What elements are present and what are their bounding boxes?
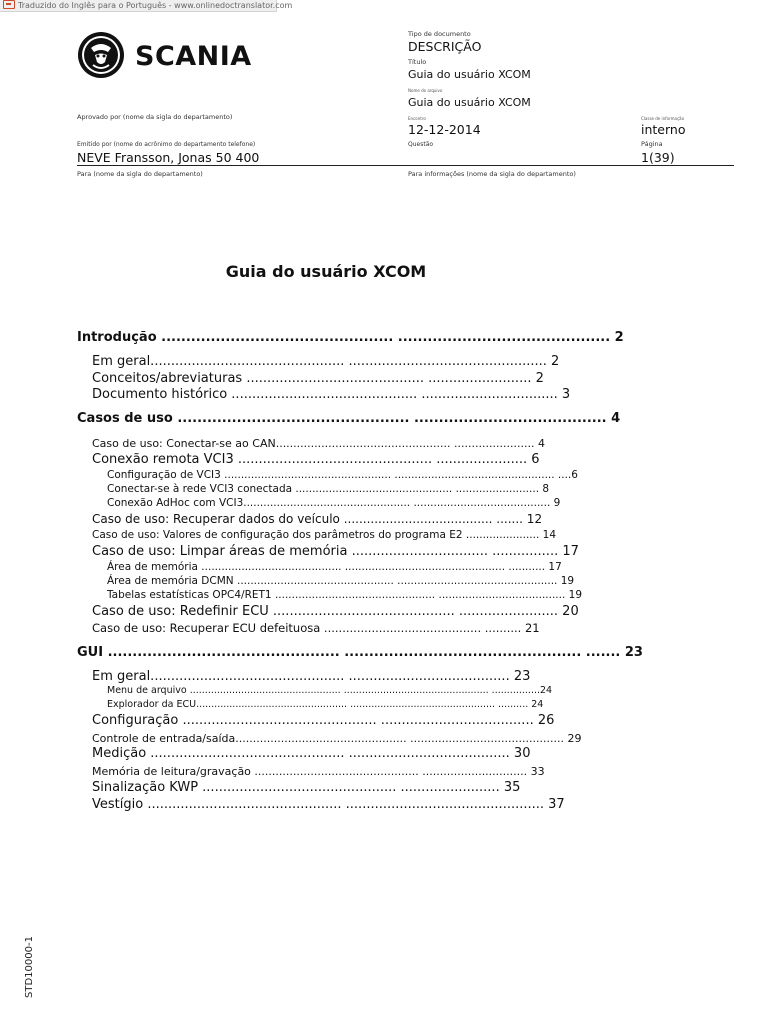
approved-by-label: Aprovado por (nome da sigla do departamento) bbox=[77, 113, 233, 121]
toc-entry[interactable]: Caso de uso: Limpar áreas de memória ................................. ................ 17 bbox=[92, 544, 579, 559]
scania-wordmark: SCANIA bbox=[135, 41, 252, 72]
toc-entry[interactable]: Caso de uso: Valores de configuração dos parâmetros do programa E2 ...................... 14 bbox=[92, 529, 557, 541]
doc-type-value: DESCRIÇÃO bbox=[408, 39, 482, 54]
page-value: 1(39) bbox=[641, 150, 675, 165]
toc-entry[interactable]: GUI ............................................... ................................................ ....... 23 bbox=[77, 645, 643, 660]
for-info-label: Para informações (nome da sigla do departamento) bbox=[408, 170, 576, 178]
info-class-label: Classe de informação bbox=[641, 116, 685, 121]
toc-entry[interactable]: Vestígio ............................................... ................................................ 37 bbox=[92, 797, 565, 812]
issue-label: Questão bbox=[408, 141, 434, 148]
page-label: Página bbox=[641, 140, 663, 148]
document-title: Guia do usuário XCOM bbox=[225, 262, 427, 281]
toc-entry[interactable]: Explorador da ECU.................................................. ................................................ .......... 24 bbox=[107, 699, 544, 710]
toc-entry[interactable]: Casos de uso ............................................... ....................................... 4 bbox=[77, 411, 621, 426]
toc-entry[interactable]: Memória de leitura/gravação ............................................... .............................. 33 bbox=[92, 765, 545, 778]
info-class-value: interno bbox=[641, 122, 686, 137]
date-label: Encontro bbox=[408, 116, 426, 121]
toc-entry[interactable]: Caso de uso: Conectar-se ao CAN.................................................. ....................... 4 bbox=[92, 437, 545, 450]
title-value: Guia do usuário XCOM bbox=[408, 68, 531, 81]
toc-entry[interactable]: Configuração de VCI3 .................................................. ................................................ ....6 bbox=[107, 469, 578, 481]
issued-by-value: NEVE Fransson, Jonas 50 400 bbox=[77, 150, 260, 165]
translator-banner-text: Traduzido do Inglês para o Português - www.onlinedoctranslator.com bbox=[18, 1, 293, 10]
toc-entry[interactable]: Conceitos/abreviaturas ........................................... ......................... 2 bbox=[92, 371, 544, 386]
date-value: 12-12-2014 bbox=[408, 122, 481, 137]
toc-entry[interactable]: Conexão AdHoc com VCI3.................................................. ......................................... 9 bbox=[107, 497, 561, 509]
toc-entry[interactable]: Medição ............................................... ....................................... 30 bbox=[92, 746, 531, 761]
toc-entry[interactable]: Tabelas estatísticas OPC4/RET1 ................................................ ...................................... 19 bbox=[107, 589, 583, 601]
toc-entry[interactable]: Área de memória .......................................... ................................................ ........... 17 bbox=[107, 561, 562, 573]
standard-code: STD10000-1 bbox=[24, 936, 35, 998]
toc-entry[interactable]: Caso de uso: Recuperar ECU defeituosa ........................................... .......... 21 bbox=[92, 621, 540, 635]
filename-value: Guia do usuário XCOM bbox=[408, 96, 531, 109]
toc-entry[interactable]: Documento histórico ............................................. ................................. 3 bbox=[92, 387, 571, 402]
toc-entry[interactable]: Menu de arquivo .................................................. ................................................ ................24 bbox=[107, 685, 553, 696]
toc-entry[interactable]: Conexão remota VCI3 ............................................... ...................... 6 bbox=[92, 452, 540, 467]
title-label: Título bbox=[408, 58, 427, 66]
toc-entry[interactable]: Configuração ............................................... ..................................... 26 bbox=[92, 713, 555, 728]
doc-type-label: Tipo de documento bbox=[408, 30, 471, 38]
translator-banner[interactable] bbox=[0, 0, 293, 12]
toc-entry[interactable]: Caso de uso: Redefinir ECU ............................................ ........................ 20 bbox=[92, 604, 579, 619]
toc-entry[interactable]: Controle de entrada/saída................................................. ............................................ 29 bbox=[92, 732, 582, 745]
toc-entry[interactable]: Introdução ............................................... ........................................... 2 bbox=[77, 330, 624, 345]
to-label: Para (nome da sigla do departamento) bbox=[77, 170, 203, 178]
toc-entry[interactable]: Em geral............................................... ................................................ 2 bbox=[92, 354, 560, 369]
toc-entry[interactable]: Área de memória DCMN ............................................... ................................................ 19 bbox=[107, 575, 575, 587]
filename-label: Nome do arquivo bbox=[408, 88, 443, 93]
toc-entry[interactable]: Caso de uso: Recuperar dados do veículo ....................................... ....... 12 bbox=[92, 512, 543, 526]
scania-logo-graphic bbox=[77, 28, 277, 82]
toc-entry[interactable]: Em geral............................................... ....................................... 23 bbox=[92, 669, 531, 684]
toc-entry[interactable]: Conectar-se à rede VCI3 conectada ............................................... ......................... 8 bbox=[107, 483, 550, 495]
toc-entry[interactable]: Sinalização KWP ............................................... ........................ 35 bbox=[92, 780, 521, 795]
translate-icon bbox=[3, 0, 15, 9]
scania-logo bbox=[77, 28, 277, 82]
header-divider bbox=[77, 165, 734, 166]
issued-by-label: Emitido por (nome do acrônimo do departamento telefone) bbox=[77, 141, 256, 148]
